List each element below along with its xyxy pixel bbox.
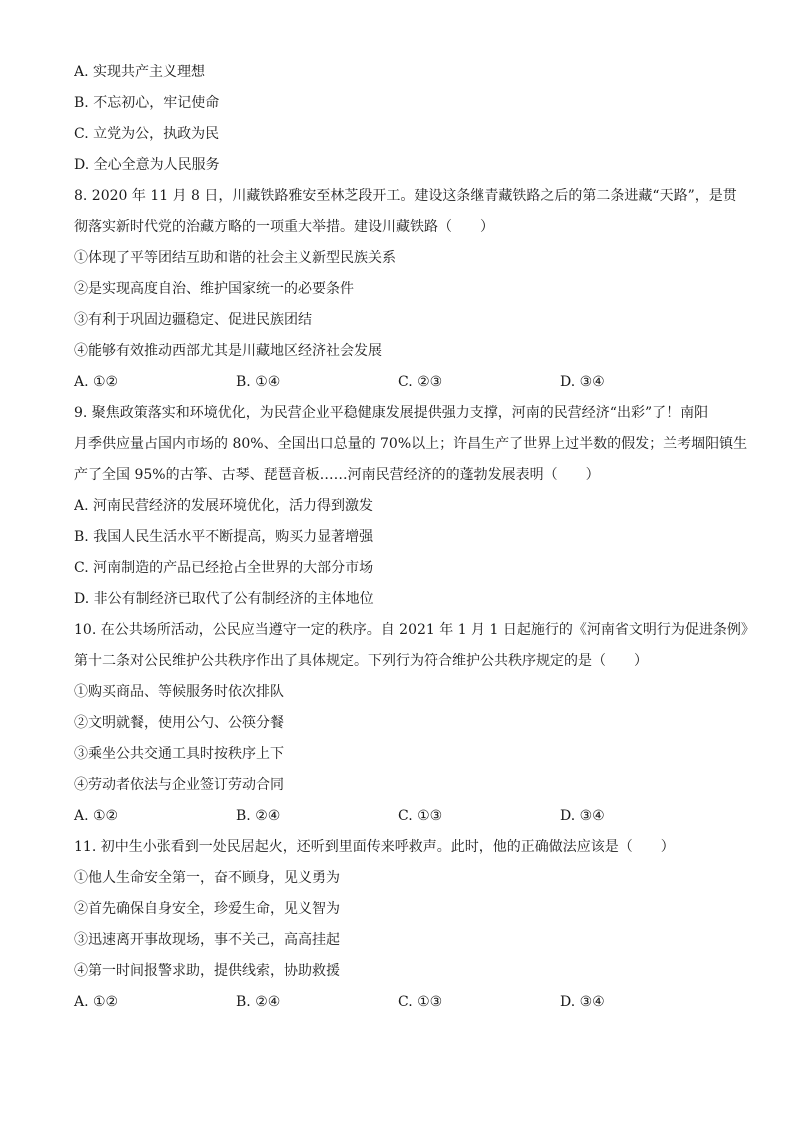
choice-c: C. ①③ <box>398 808 443 824</box>
choice-b: B. ②④ <box>236 994 281 1010</box>
statement-item: ①体现了平等团结互助和谐的社会主义新型民族关系 <box>74 250 396 266</box>
exam-page <box>74 62 755 1023</box>
statement-item: ①他人生命安全第一，奋不顾身，见义勇为 <box>74 870 340 886</box>
question-9 <box>74 403 748 609</box>
option-a: A. 实现共产主义理想 <box>74 64 206 80</box>
question-stem: 10. 在公共场所活动，公民应当遵守一定的秩序。自 2021 年 1 月 1 日起施行的《河南省文明行为促进条例》 <box>74 622 755 638</box>
statement-item: ②首先确保自身安全，珍爱生命，见义智为 <box>74 901 340 917</box>
question-7-options <box>74 62 734 175</box>
choice-a: A. ①② <box>74 808 119 824</box>
choice-c: C. ①③ <box>398 994 443 1010</box>
question-8 <box>74 186 737 392</box>
choice-c: C. ②③ <box>398 374 443 390</box>
option-c: C. 立党为公，执政为民 <box>74 126 220 142</box>
option-a: A. 河南民营经济的发展环境优化，活力得到激发 <box>74 498 374 514</box>
option-d: D. 全心全意为人民服务 <box>74 157 220 173</box>
option-d: D. 非公有制经济已取代了公有制经济的主体地位 <box>74 591 374 607</box>
statement-item: ③迅速离开事故现场，事不关己，高高挂起 <box>74 932 340 948</box>
answer-choices <box>74 992 734 1012</box>
option-c: C. 河南制造的产品已经抢占全世界的大部分市场 <box>74 560 374 576</box>
statement-item: ④能够有效推动西部尤其是川藏地区经济社会发展 <box>74 343 382 359</box>
statement-item: ②文明就餐，使用公勺、公筷分餐 <box>74 715 284 731</box>
question-11 <box>74 837 734 1012</box>
answer-choices <box>74 806 734 826</box>
choice-d: D. ③④ <box>560 808 605 824</box>
statement-item: ④劳动者依法与企业签订劳动合同 <box>74 777 284 793</box>
question-stem: 9. 聚焦政策落实和环境优化，为民营企业平稳健康发展提供强力支撑，河南的民营经济“出彩”了！南阳 <box>74 405 709 421</box>
choice-a: A. ①② <box>74 994 119 1010</box>
answer-choices <box>74 372 734 392</box>
choice-b: B. ①④ <box>236 374 281 390</box>
choice-d: D. ③④ <box>560 994 605 1010</box>
choice-a: A. ①② <box>74 374 119 390</box>
question-stem: 彻落实新时代党的治藏方略的一项重大举措。建设川藏铁路（ ） <box>74 219 494 235</box>
question-stem: 11. 初中生小张看到一处民居起火，还听到里面传来呼救声。此时，他的正确做法应该是（ ） <box>74 839 675 855</box>
choice-b: B. ②④ <box>236 808 281 824</box>
statement-item: ③有利于巩固边疆稳定、促进民族团结 <box>74 312 312 328</box>
statement-item: ①购买商品、等候服务时依次排队 <box>74 684 284 700</box>
question-stem: 产了全国 95%的古筝、古琴、琵琶音板……河南民营经济的的蓬勃发展表明（ ） <box>74 467 600 483</box>
question-10 <box>74 620 755 826</box>
option-b: B. 我国人民生活水平不断提高，购买力显著增强 <box>74 529 374 545</box>
question-stem: 月季供应量占国内市场的 80%、全国出口总量的 70%以上；许昌生产了世界上过半数的假发；兰考堌阳镇生 <box>74 436 748 452</box>
statement-item: ②是实现高度自治、维护国家统一的必要条件 <box>74 281 354 297</box>
statement-item: ④第一时间报警求助，提供线索，协助救援 <box>74 963 340 979</box>
choice-d: D. ③④ <box>560 374 605 390</box>
question-stem: 第十二条对公民维护公共秩序作出了具体规定。下列行为符合维护公共秩序规定的是（ ） <box>74 653 648 669</box>
question-stem: 8. 2020 年 11 月 8 日，川藏铁路雅安至林芝段开工。建设这条继青藏铁路之后的第二条进藏“天路”，是贯 <box>74 188 737 204</box>
option-b: B. 不忘初心，牢记使命 <box>74 95 220 111</box>
statement-item: ③乘坐公共交通工具时按秩序上下 <box>74 746 284 762</box>
